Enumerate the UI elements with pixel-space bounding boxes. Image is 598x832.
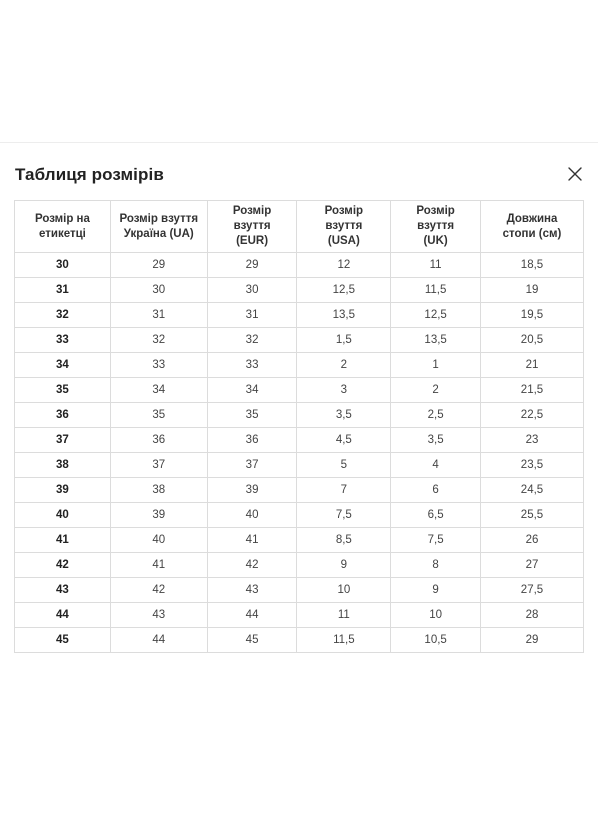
table-cell: 44	[207, 603, 297, 628]
table-cell: 23	[480, 428, 583, 453]
table-cell: 12	[297, 253, 391, 278]
label-size-cell: 34	[15, 353, 111, 378]
top-divider	[0, 142, 598, 143]
table-cell: 33	[110, 353, 207, 378]
table-cell: 29	[110, 253, 207, 278]
table-cell: 32	[110, 328, 207, 353]
label-size-cell: 44	[15, 603, 111, 628]
table-cell: 9	[391, 578, 481, 603]
table-row	[15, 578, 584, 603]
table-cell: 21,5	[480, 378, 583, 403]
label-size-cell: 33	[15, 328, 111, 353]
table-cell: 44	[110, 628, 207, 653]
size-table	[14, 200, 584, 653]
column-header-line: Розмір на	[34, 212, 90, 225]
table-cell: 39	[207, 478, 297, 503]
dialog-title: Таблиця розмірів	[15, 165, 164, 184]
table-cell: 40	[110, 528, 207, 553]
column-header-line: взуття	[325, 220, 363, 232]
label-size-cell: 36	[15, 403, 111, 428]
table-cell: 7,5	[297, 503, 391, 528]
label-size-cell: 41	[15, 528, 111, 553]
table-cell: 6	[391, 478, 481, 503]
close-button[interactable]	[564, 163, 586, 185]
table-cell: 28	[480, 603, 583, 628]
table-cell: 18,5	[480, 253, 583, 278]
table-cell: 8,5	[297, 528, 391, 553]
table-cell: 36	[207, 428, 297, 453]
column-header-line: Розмір	[416, 205, 455, 217]
label-size-cell: 31	[15, 278, 111, 303]
table-cell: 3,5	[297, 403, 391, 428]
table-row	[15, 378, 584, 403]
table-cell: 2,5	[391, 403, 481, 428]
table-row	[15, 428, 584, 453]
table-cell: 5	[297, 453, 391, 478]
table-cell: 32	[207, 328, 297, 353]
table-cell: 7,5	[391, 528, 481, 553]
table-cell: 4,5	[297, 428, 391, 453]
table-row	[15, 478, 584, 503]
table-cell: 42	[207, 553, 297, 578]
column-header	[207, 201, 297, 253]
table-row	[15, 253, 584, 278]
table-cell: 11,5	[391, 278, 481, 303]
table-body	[15, 253, 584, 653]
table-cell: 31	[207, 303, 297, 328]
table-cell: 33	[207, 353, 297, 378]
column-header-line: Довжина	[506, 212, 558, 225]
table-cell: 19,5	[480, 303, 583, 328]
table-cell: 21	[480, 353, 583, 378]
label-size-cell: 40	[15, 503, 111, 528]
table-cell: 41	[207, 528, 297, 553]
table-cell: 30	[110, 278, 207, 303]
column-header-line: Розмір	[324, 205, 364, 217]
table-cell: 13,5	[297, 303, 391, 328]
label-size-cell: 39	[15, 478, 111, 503]
table-row	[15, 303, 584, 328]
column-header-line: етикетці	[39, 227, 86, 240]
table-cell: 27,5	[480, 578, 583, 603]
table-row	[15, 553, 584, 578]
table-cell: 35	[207, 403, 297, 428]
table-cell: 29	[480, 628, 583, 653]
column-header-line: Розмір взуття	[119, 212, 199, 225]
label-size-cell: 32	[15, 303, 111, 328]
table-header-row	[15, 201, 584, 253]
table-cell: 45	[207, 628, 297, 653]
table-cell: 4	[391, 453, 481, 478]
table-cell: 10	[297, 578, 391, 603]
table-cell: 8	[391, 553, 481, 578]
column-header	[297, 201, 391, 253]
table-row	[15, 328, 584, 353]
table-cell: 11	[297, 603, 391, 628]
table-cell: 37	[207, 453, 297, 478]
column-header-line: взуття	[417, 220, 455, 232]
table-cell: 2	[297, 353, 391, 378]
table-cell: 9	[297, 553, 391, 578]
column-header-line: (EUR)	[236, 235, 269, 247]
table-cell: 42	[110, 578, 207, 603]
table-cell: 12,5	[391, 303, 481, 328]
table-cell: 34	[207, 378, 297, 403]
table-row	[15, 603, 584, 628]
table-cell: 19	[480, 278, 583, 303]
table-cell: 26	[480, 528, 583, 553]
table-cell: 38	[110, 478, 207, 503]
table-row	[15, 453, 584, 478]
table-row	[15, 278, 584, 303]
table-cell: 43	[207, 578, 297, 603]
table-row	[15, 353, 584, 378]
table-cell: 1,5	[297, 328, 391, 353]
table-cell: 7	[297, 478, 391, 503]
column-header-line: взуття	[233, 220, 271, 232]
table-cell: 30	[207, 278, 297, 303]
table-row	[15, 503, 584, 528]
table-cell: 1	[391, 353, 481, 378]
table-cell: 40	[207, 503, 297, 528]
table-cell: 22,5	[480, 403, 583, 428]
table-cell: 12,5	[297, 278, 391, 303]
column-header-line: Україна (UA)	[123, 227, 194, 240]
close-icon	[564, 163, 586, 185]
table-cell: 29	[207, 253, 297, 278]
table-cell: 24,5	[480, 478, 583, 503]
label-size-cell: 43	[15, 578, 111, 603]
table-cell: 3,5	[391, 428, 481, 453]
column-header	[110, 201, 207, 253]
column-header	[480, 201, 583, 253]
table-cell: 10,5	[391, 628, 481, 653]
table-cell: 43	[110, 603, 207, 628]
column-header	[391, 201, 481, 253]
table-cell: 20,5	[480, 328, 583, 353]
label-size-cell: 37	[15, 428, 111, 453]
label-size-cell: 38	[15, 453, 111, 478]
table-row	[15, 403, 584, 428]
column-header	[15, 201, 111, 253]
table-cell: 35	[110, 403, 207, 428]
column-header-line: (UK)	[423, 235, 448, 247]
column-header-line: стопи (см)	[502, 227, 562, 240]
table-cell: 34	[110, 378, 207, 403]
table-cell: 31	[110, 303, 207, 328]
table-cell: 27	[480, 553, 583, 578]
table-cell: 13,5	[391, 328, 481, 353]
table-cell: 39	[110, 503, 207, 528]
label-size-cell: 30	[15, 253, 111, 278]
table-cell: 2	[391, 378, 481, 403]
table-cell: 25,5	[480, 503, 583, 528]
label-size-cell: 35	[15, 378, 111, 403]
column-header-line: Розмір	[232, 205, 272, 217]
table-cell: 11	[391, 253, 481, 278]
table-row	[15, 628, 584, 653]
table-row	[15, 528, 584, 553]
table-cell: 11,5	[297, 628, 391, 653]
table-cell: 10	[391, 603, 481, 628]
table-cell: 37	[110, 453, 207, 478]
table-cell: 41	[110, 553, 207, 578]
label-size-cell: 45	[15, 628, 111, 653]
label-size-cell: 42	[15, 553, 111, 578]
table-cell: 23,5	[480, 453, 583, 478]
table-cell: 6,5	[391, 503, 481, 528]
column-header-line: (USA)	[327, 235, 360, 247]
table-cell: 3	[297, 378, 391, 403]
table-cell: 36	[110, 428, 207, 453]
